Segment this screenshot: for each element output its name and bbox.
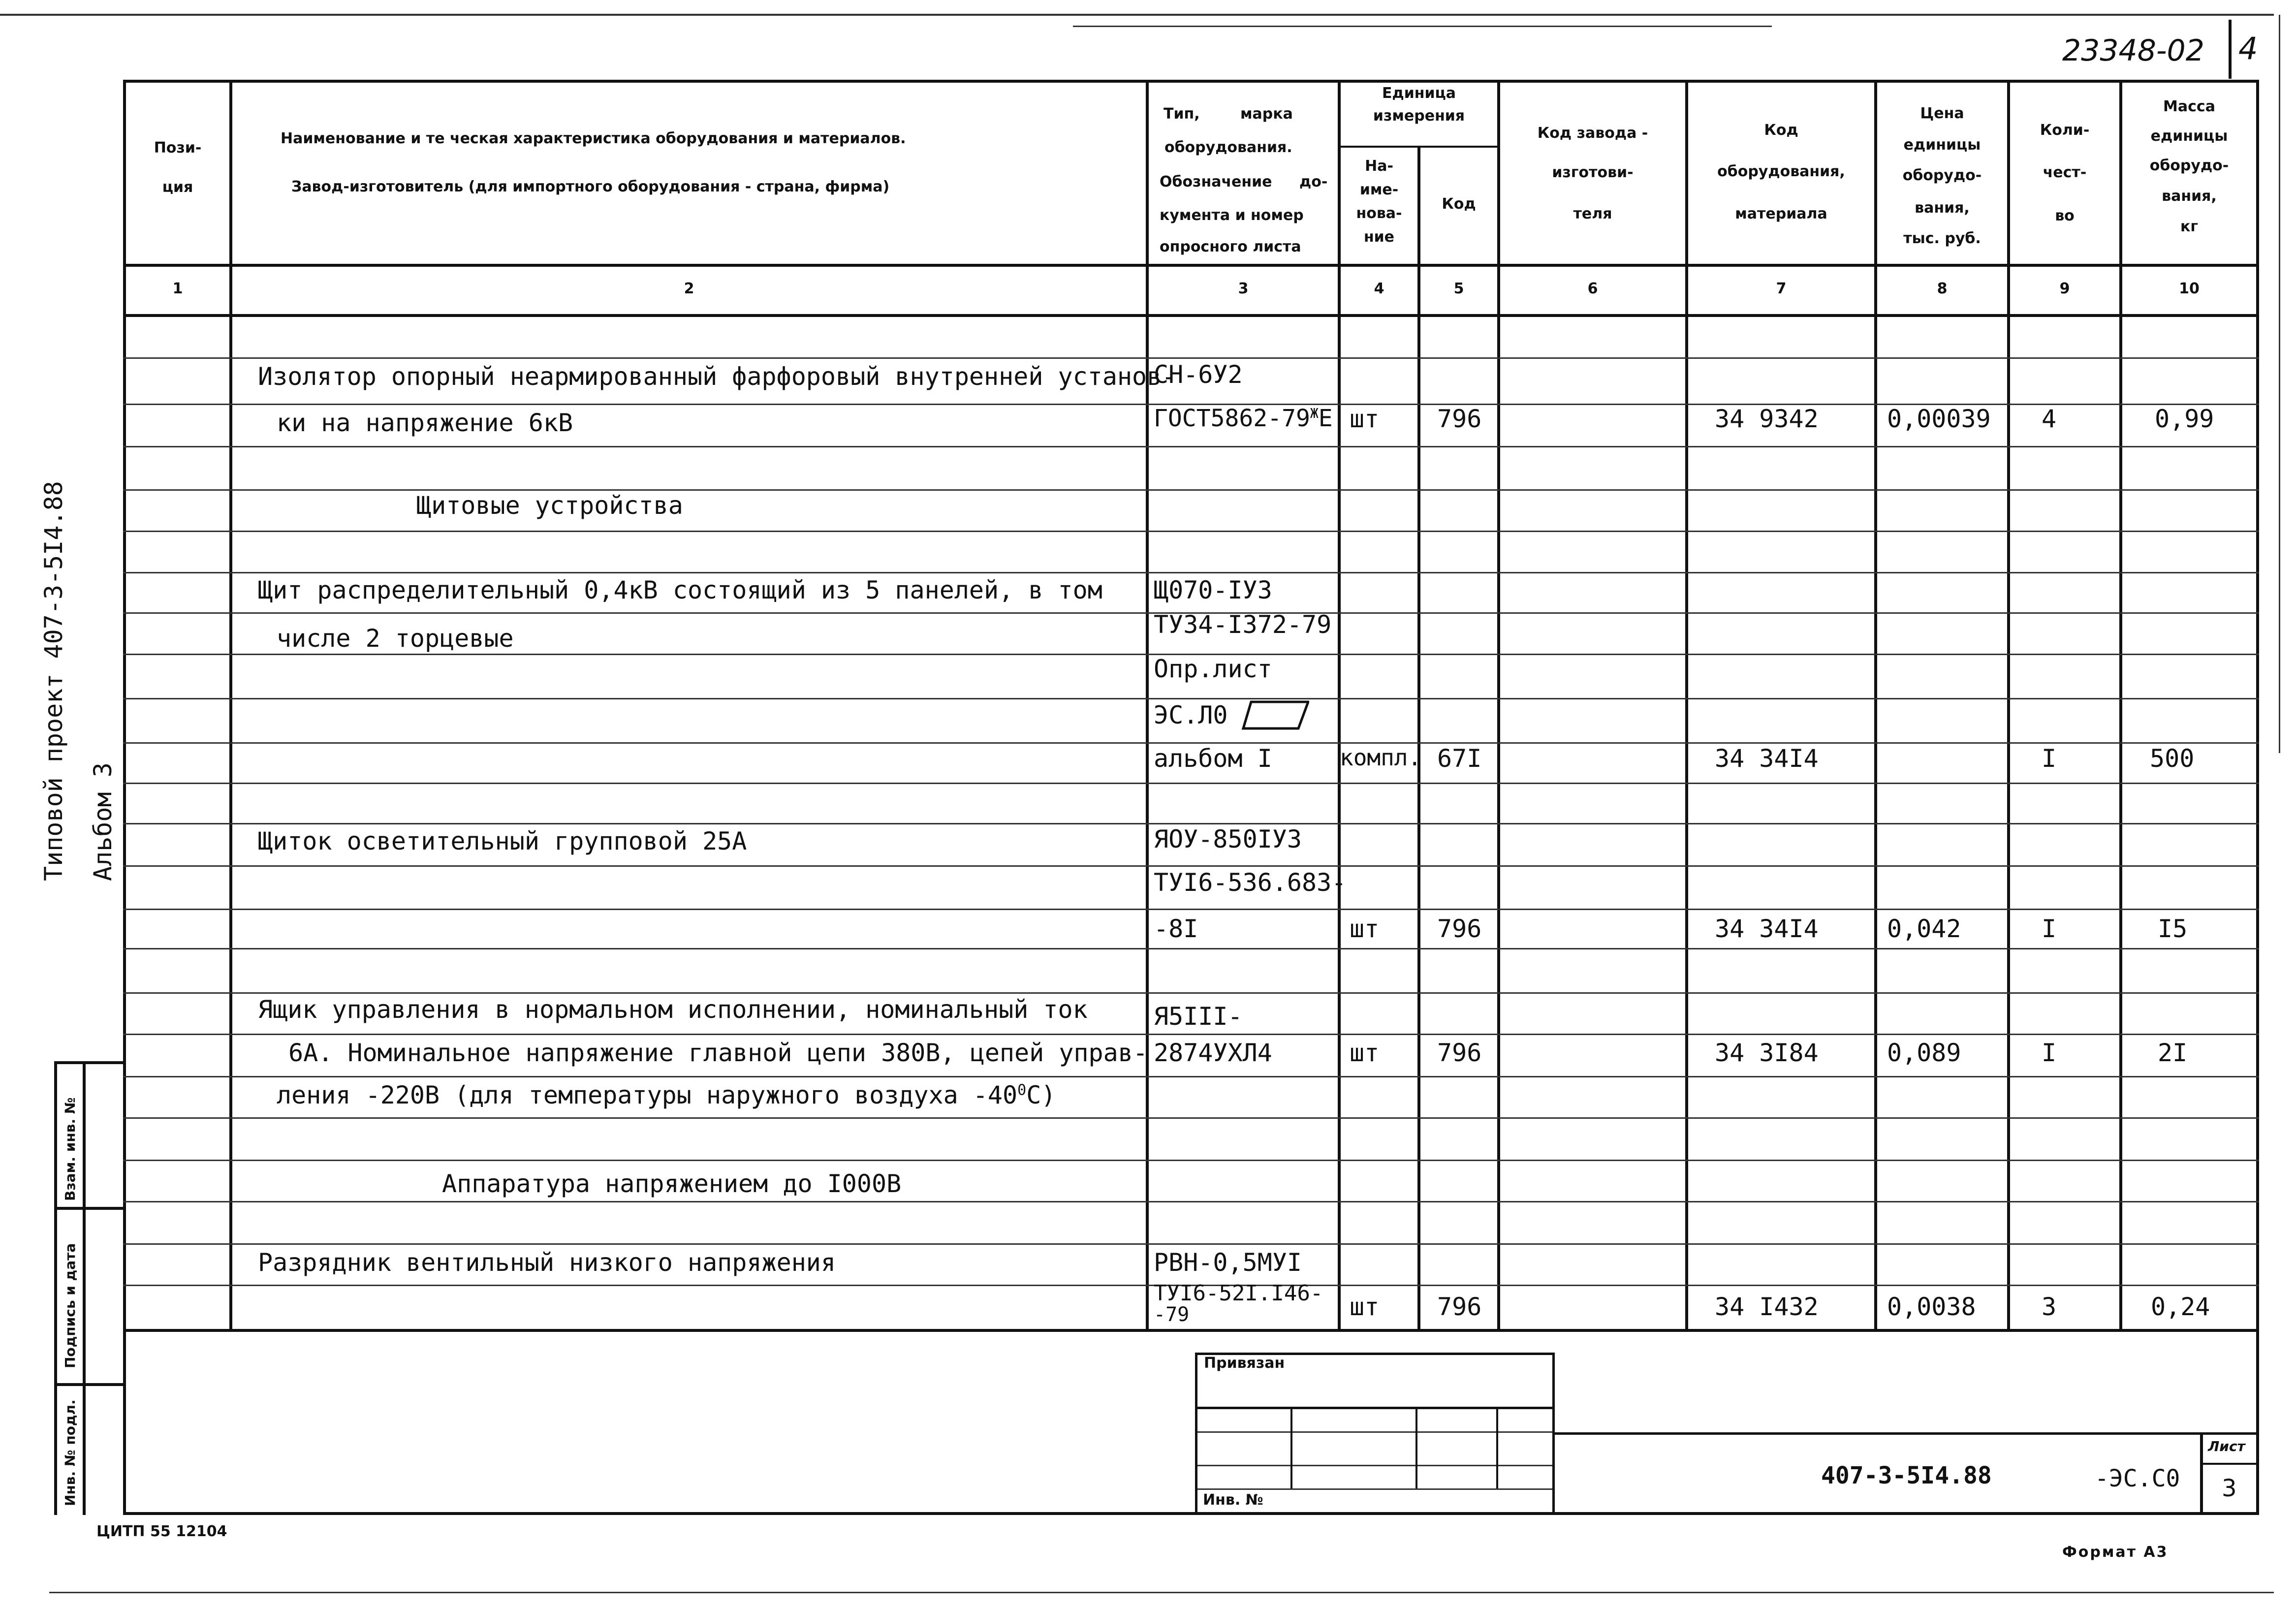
footer-format: Формат А3 <box>2062 1544 2169 1561</box>
body-bottom <box>123 1329 2259 1332</box>
sheet-cell-mid <box>2200 1463 2256 1465</box>
item-type: РВН-0,5МУI <box>1154 1248 1302 1277</box>
unit-code: 67I <box>1437 744 1482 773</box>
item-name: Изолятор опорный неармированный фарфоровый внутренней установ- <box>258 362 1177 391</box>
item-type: ЭС.Л0 <box>1154 701 1228 729</box>
quantity: 3 <box>2042 1293 2057 1321</box>
top-short-line <box>1073 26 1772 27</box>
quantity: 4 <box>2042 405 2057 433</box>
row-line <box>123 948 2259 949</box>
bottom-edge-line <box>49 1592 2274 1593</box>
row-line <box>123 531 2259 532</box>
equipment-code: 34 34I4 <box>1715 744 1819 773</box>
item-type: СН-6У2 <box>1154 360 1243 389</box>
row-line <box>123 1201 2259 1202</box>
project-code: 407-3-5I4.88 <box>1821 1462 1992 1489</box>
col5-header: Код <box>1442 195 1476 213</box>
unit-code: 796 <box>1437 915 1482 943</box>
quantity: I <box>2042 915 2057 943</box>
unit-code: 796 <box>1437 1039 1482 1067</box>
bound-label: Привязан <box>1204 1355 1285 1372</box>
footer-org: ЦИТП 55 12104 <box>96 1523 227 1540</box>
item-type: 2874УХЛ4 <box>1154 1039 1272 1067</box>
header-bottom <box>123 264 2259 267</box>
item-type: ТУI6-536.683- <box>1154 868 1347 897</box>
right-edge-line <box>2279 15 2280 753</box>
item-name: ки на напряжение 6кВ <box>277 409 573 437</box>
unit-price: 0,00039 <box>1887 405 1991 433</box>
row-line <box>123 489 2259 491</box>
section-title: Щитовые устройства <box>416 491 683 520</box>
item-type: ТУ34-I372-79 <box>1154 610 1332 639</box>
inv-no-label: Инв. № <box>1203 1491 1263 1509</box>
unit-price: 0,089 <box>1887 1039 1961 1067</box>
unit: шт <box>1350 405 1380 433</box>
item-name: ления -220В (для температуры наружного воздуха $-40^0С$) <box>277 1081 1056 1109</box>
top-edge-line <box>0 14 2274 16</box>
item-name: Ящик управления в нормальном исполнении, номинальный ток <box>258 995 1088 1024</box>
blank-sheet-box <box>1240 698 1309 732</box>
item-type: $ГОСТ5862-79^ЖЕ$ <box>1154 405 1333 432</box>
frame-top <box>123 80 2259 83</box>
col-sep-1 <box>229 80 232 1332</box>
item-name: 6А. Номинальное напряжение главной цепи 380В, цепей управ- <box>288 1039 1148 1067</box>
row-line <box>123 783 2259 784</box>
item-name: Щит распределительный 0,4кВ состоящий из 5 панелей, в том <box>258 576 1102 604</box>
equipment-code: 34 34I4 <box>1715 915 1819 943</box>
item-type-cont: -79 <box>1154 1303 1190 1326</box>
unit: компл. <box>1340 744 1422 771</box>
title-block-line <box>1552 1432 2256 1435</box>
equipment-code: 34 9342 <box>1715 405 1819 433</box>
frame-right <box>2256 80 2259 1515</box>
unit: шт <box>1350 915 1380 943</box>
row-line <box>123 572 2259 573</box>
unit-mass: 0,99 <box>2155 405 2214 433</box>
row-line <box>123 1034 2259 1035</box>
equipment-code: 34 I432 <box>1715 1293 1819 1321</box>
project-title-vertical: Типовой проект 407-3-5I4.88 <box>39 481 68 881</box>
row-line <box>123 865 2259 867</box>
unit: шт <box>1350 1293 1380 1321</box>
unit-code: 796 <box>1437 1293 1482 1321</box>
unit-mass: 0,24 <box>2151 1293 2210 1321</box>
doc-number: 23348-02 <box>2062 33 2204 68</box>
col-sep-3 <box>1338 80 1341 1332</box>
sheet-label: Лист <box>2208 1438 2245 1454</box>
unit-code: 796 <box>1437 405 1482 433</box>
item-type: -8I <box>1154 915 1198 943</box>
col-sep-9 <box>2119 80 2122 1332</box>
quantity: I <box>2042 744 2057 773</box>
frame-bottom <box>123 1512 2259 1515</box>
row-line <box>123 698 2259 699</box>
row-line <box>123 357 2259 359</box>
item-name: числе 2 торцевые <box>277 624 514 653</box>
row-line <box>123 823 2259 824</box>
row-line <box>123 1076 2259 1077</box>
col-sep-6 <box>1685 80 1688 1332</box>
row-line <box>123 1243 2259 1245</box>
item-type: Опр.лист <box>1154 655 1272 683</box>
album-title-vertical: Альбом 3 <box>89 762 117 881</box>
item-name: Щиток осветительный групповой 25А <box>258 827 747 855</box>
col-sep-2 <box>1146 80 1149 1332</box>
item-name: Разрядник вентильный низкого напряжения <box>258 1248 836 1277</box>
row-line <box>123 446 2259 447</box>
unit-mass: 500 <box>2150 744 2195 773</box>
item-type: Щ070-IУЗ <box>1154 576 1272 604</box>
item-type: ЯОУ-850IУЗ <box>1154 825 1302 853</box>
item-type: ТУI6-52I.I46- <box>1154 1281 1323 1306</box>
unit-mass: 2I <box>2158 1039 2188 1067</box>
col-sep-7 <box>1874 80 1877 1332</box>
stamp-signature-date: Подпись и дата <box>62 1243 78 1368</box>
drawing-mark: -ЭС.С0 <box>2095 1465 2180 1492</box>
item-type: альбом I <box>1154 744 1272 773</box>
unit-group-line <box>1338 146 1500 148</box>
unit-price: 0,042 <box>1887 915 1961 943</box>
equipment-code: 34 3I84 <box>1715 1039 1819 1067</box>
row-line <box>123 909 2259 910</box>
col-sep-5 <box>1497 80 1500 1332</box>
unit-mass: I5 <box>2158 915 2188 943</box>
sheet-cell-left <box>2200 1432 2203 1512</box>
quantity: I <box>2042 1039 2057 1067</box>
stamp-original-inv: Инв. № подл. <box>62 1399 78 1506</box>
row-line <box>123 992 2259 994</box>
row-line <box>123 1117 2259 1119</box>
sheet-number: 4 <box>2238 31 2258 66</box>
sheet-value: 3 <box>2222 1475 2237 1502</box>
row-line <box>123 742 2259 744</box>
unit: шт <box>1350 1039 1380 1067</box>
doc-number-divider <box>2229 20 2232 79</box>
row-line <box>123 1160 2259 1161</box>
stamp-replaced-inv: Взам. инв. № <box>62 1097 78 1201</box>
section-title: Аппаратура напряжением до I000В <box>442 1169 902 1198</box>
col-sep-8 <box>2007 80 2010 1332</box>
unit-price: 0,0038 <box>1887 1293 1976 1321</box>
item-type: Я5III- <box>1154 1002 1243 1031</box>
col-sep-4 <box>1417 147 1420 1332</box>
colnum-bottom <box>123 314 2259 317</box>
